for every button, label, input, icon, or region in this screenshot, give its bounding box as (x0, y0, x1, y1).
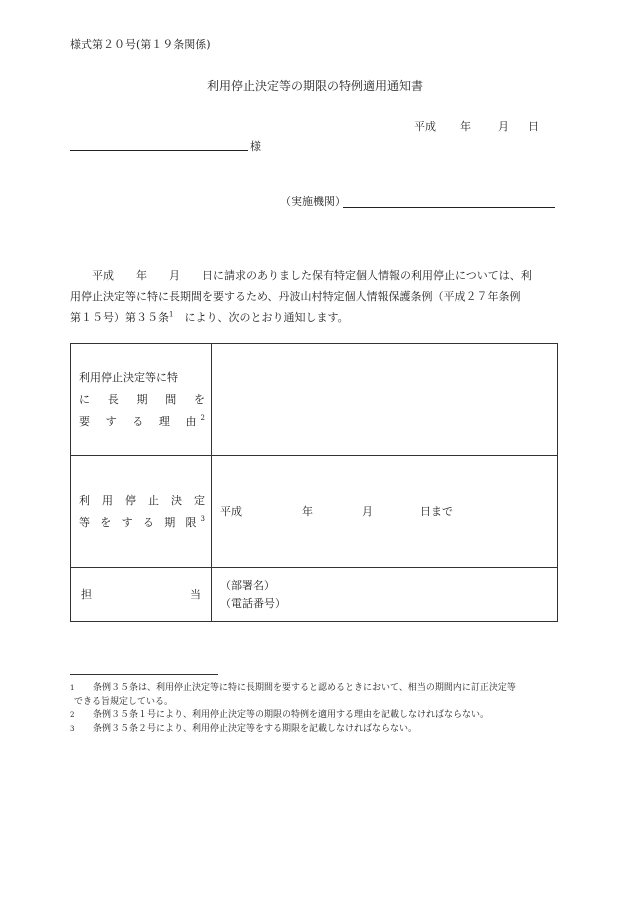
footnote-ref-1: 1 (169, 310, 174, 319)
contact-value-cell[interactable] (212, 568, 558, 622)
reason-label-line-3: 要 す る 理 由 $^2$ (79, 413, 205, 428)
deadline-label-cell (71, 456, 212, 568)
table-row (71, 456, 558, 568)
organization-line[interactable] (343, 207, 555, 208)
deadline-label-line-2: 等 を す る 期 限 $^3$ (79, 514, 205, 529)
body-line-1: 平成 年 月 日に請求のありました保有特定個人情報の利用停止については、利 (92, 269, 532, 282)
footnote-1-continued: できる旨規定している。 (74, 696, 174, 707)
footnote-ref-3: 3 (200, 514, 205, 523)
addressee-line[interactable] (70, 150, 248, 151)
issue-date (414, 119, 539, 134)
department-label: （部署名） (220, 578, 275, 592)
body-line-3: 第１５号）第３５条$^1$ により、次のとおり通知します。 (70, 310, 349, 324)
footnote-3: 3 条例３５条２号により、利用停止決定等をする期限を記載しなければならない。 (70, 723, 418, 734)
reason-label-line-1: 利用停止決定等に特 (79, 370, 178, 384)
body-line-2: 用停止決定等に特に長期間を要するため、丹波山村特定個人情報保護条例（平成２７年条例 (70, 290, 521, 303)
date-year: 年 (460, 120, 471, 133)
date-era: 平成 (414, 120, 436, 133)
table-row (71, 344, 558, 456)
date-month: 月 (498, 120, 509, 133)
addressee-suffix: 様 (250, 140, 261, 153)
notice-table (70, 343, 558, 622)
footnote-divider (70, 674, 218, 675)
phone-label: （電話番号） (220, 596, 286, 610)
deadline-value-cell[interactable] (212, 456, 558, 568)
contact-label-cell (71, 568, 212, 622)
footnote-1: 1 条例３５条は、利用停止決定等に特に長期間を要すると認めるときにおいて、相当の期間内に訂正決定等 (70, 683, 516, 693)
footnotes (70, 682, 570, 736)
document-title: 利用停止決定等の期限の特例適用通知書 (206, 79, 423, 93)
organization-label: （実施機関） (280, 195, 346, 208)
footnote-ref-2: 2 (200, 413, 205, 422)
contact-label: 担 当 (81, 587, 201, 601)
deadline-label-line-1: 利 用 停 止 決 定 (79, 493, 205, 507)
table-row (71, 568, 558, 622)
date-day: 日 (528, 120, 539, 133)
reason-label-line-2: に 長 期 間 を (79, 392, 205, 406)
reason-value-cell[interactable] (212, 344, 558, 456)
body-paragraph (70, 265, 558, 328)
reason-label-cell (71, 344, 212, 456)
form-number: 様式第２０号(第１９条関係) (70, 38, 211, 51)
footnote-2: 2 条例３５条１号により、利用停止決定等の期限の特例を適用する理由を記載しなければならない。 (70, 710, 490, 720)
deadline-value: 平成 年 月 日まで (220, 504, 453, 518)
